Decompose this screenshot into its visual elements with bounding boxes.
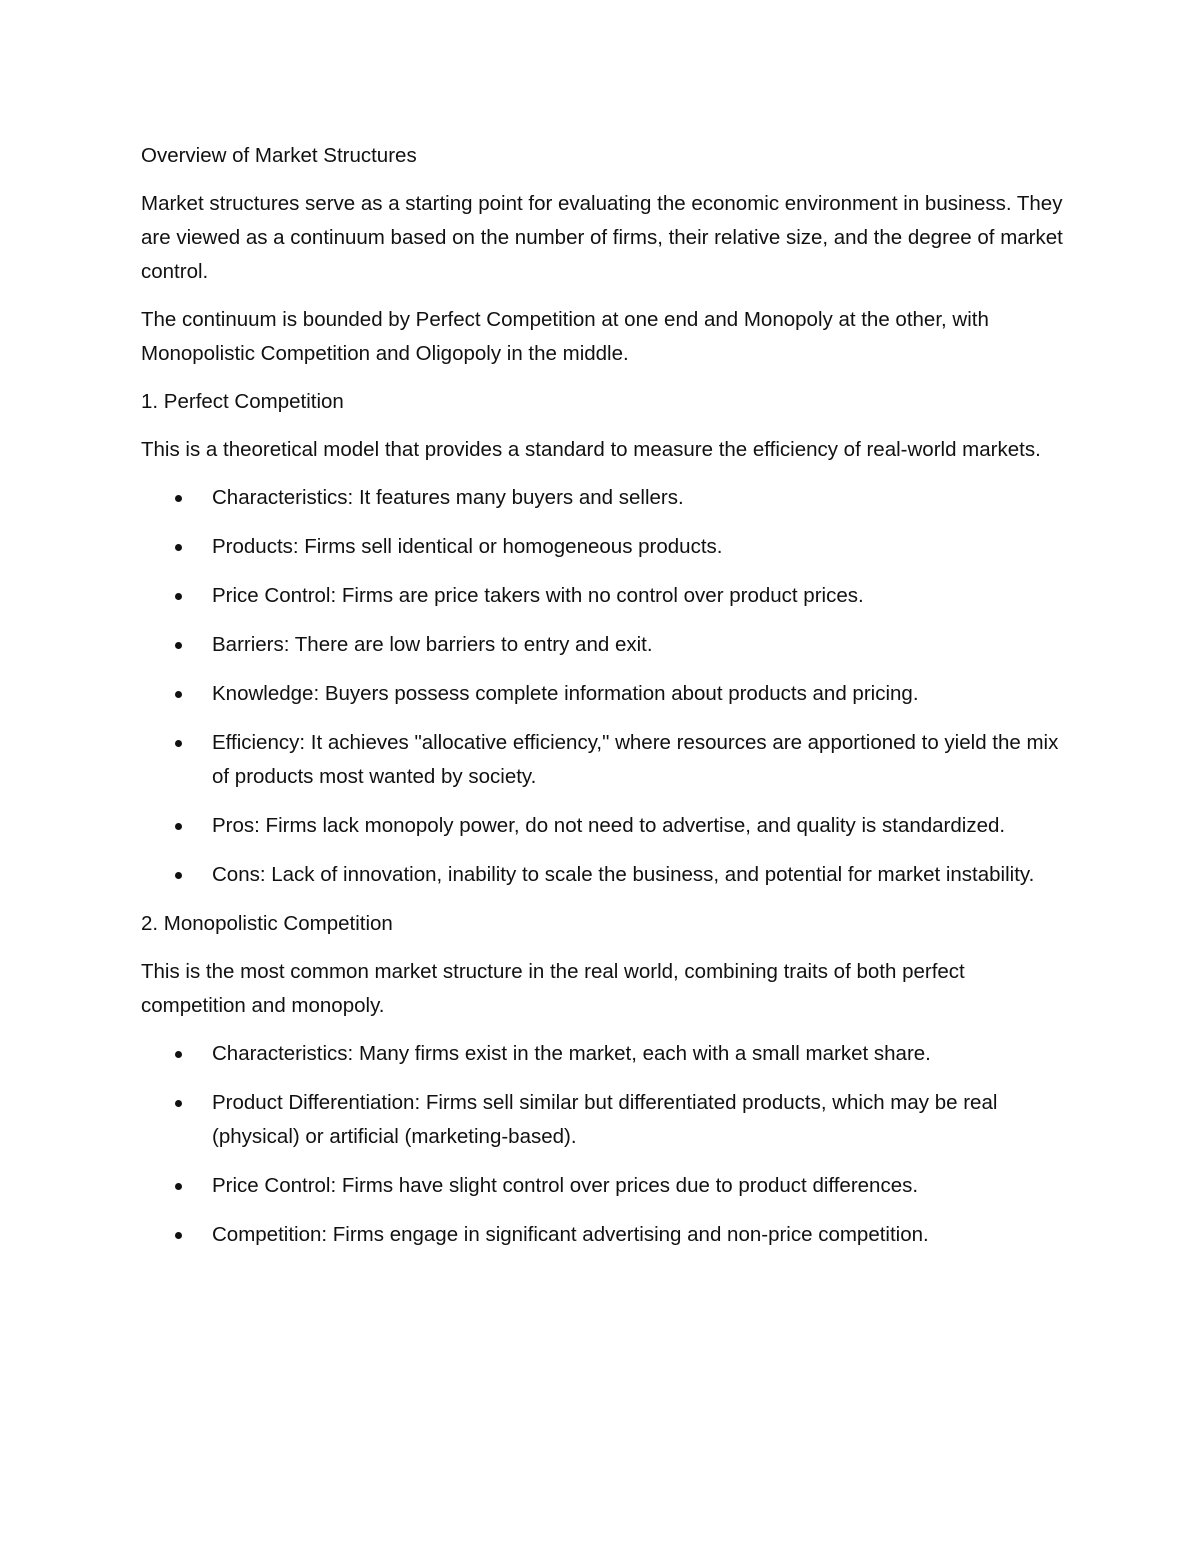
list-item	[141, 726, 1071, 794]
list-item	[141, 530, 1071, 564]
list-item-text: Pros: Firms lack monopoly power, do not need to advertise, and quality is standardized.	[212, 814, 1006, 837]
bullet-icon	[175, 691, 182, 698]
list-item	[141, 858, 1071, 892]
list-item-text: Product Differentiation: Firms sell similar but differentiated products, which may be real (physical) or artificial (marketing-based).	[212, 1091, 998, 1148]
list-item-text: Efficiency: It achieves "allocative efficiency," where resources are apportioned to yield the mix of products most wanted by society.	[212, 731, 1059, 788]
list-item-text: Barriers: There are low barriers to entry and exit.	[212, 633, 653, 656]
list-item-text: Competition: Firms engage in significant advertising and non-price competition.	[212, 1223, 929, 1246]
bullet-icon	[175, 544, 182, 551]
document-body	[141, 139, 1071, 1267]
list-item	[141, 628, 1071, 662]
list-item	[141, 1169, 1071, 1203]
bullet-icon	[175, 872, 182, 879]
bullet-icon	[175, 1232, 182, 1239]
list-item	[141, 579, 1071, 613]
intro-paragraph-1: Market structures serve as a starting point for evaluating the economic environment in business. They are viewed as a continuum based on the number of firms, their relative size, and the degree of market control.	[141, 192, 1063, 283]
bullet-icon	[175, 593, 182, 600]
list-item-text: Price Control: Firms are price takers with no control over product prices.	[212, 584, 864, 607]
section-heading-perfect-competition: 1. Perfect Competition	[141, 390, 344, 413]
list-item	[141, 677, 1071, 711]
list-item-text: Price Control: Firms have slight control over prices due to product differences.	[212, 1174, 919, 1197]
perfect-competition-paragraph: This is a theoretical model that provides a standard to measure the efficiency of real-world markets.	[141, 438, 1041, 461]
bullet-icon	[175, 1051, 182, 1058]
bullet-icon	[175, 642, 182, 649]
list-item	[141, 481, 1071, 515]
bullet-icon	[175, 1100, 182, 1107]
list-item	[141, 1218, 1071, 1252]
intro-paragraph-2: The continuum is bounded by Perfect Competition at one end and Monopoly at the other, with Monopolistic Competition and Oligopoly in the middle.	[141, 308, 989, 365]
bullet-icon	[175, 823, 182, 830]
perfect-competition-list	[141, 481, 1071, 892]
list-item-text: Cons: Lack of innovation, inability to scale the business, and potential for market instability.	[212, 863, 1035, 886]
list-item-text: Characteristics: Many firms exist in the market, each with a small market share.	[212, 1042, 931, 1065]
section-heading-monopolistic-competition: 2. Monopolistic Competition	[141, 912, 393, 935]
list-item	[141, 809, 1071, 843]
list-item-text: Characteristics: It features many buyers and sellers.	[212, 486, 684, 509]
bullet-icon	[175, 740, 182, 747]
bullet-icon	[175, 1183, 182, 1190]
document-title: Overview of Market Structures	[141, 144, 417, 167]
list-item	[141, 1037, 1071, 1071]
bullet-icon	[175, 495, 182, 502]
monopolistic-competition-list	[141, 1037, 1071, 1252]
list-item	[141, 1086, 1071, 1154]
list-item-text: Products: Firms sell identical or homogeneous products.	[212, 535, 723, 558]
monopolistic-competition-paragraph: This is the most common market structure in the real world, combining traits of both perfect competition and monopoly.	[141, 960, 965, 1017]
list-item-text: Knowledge: Buyers possess complete information about products and pricing.	[212, 682, 919, 705]
